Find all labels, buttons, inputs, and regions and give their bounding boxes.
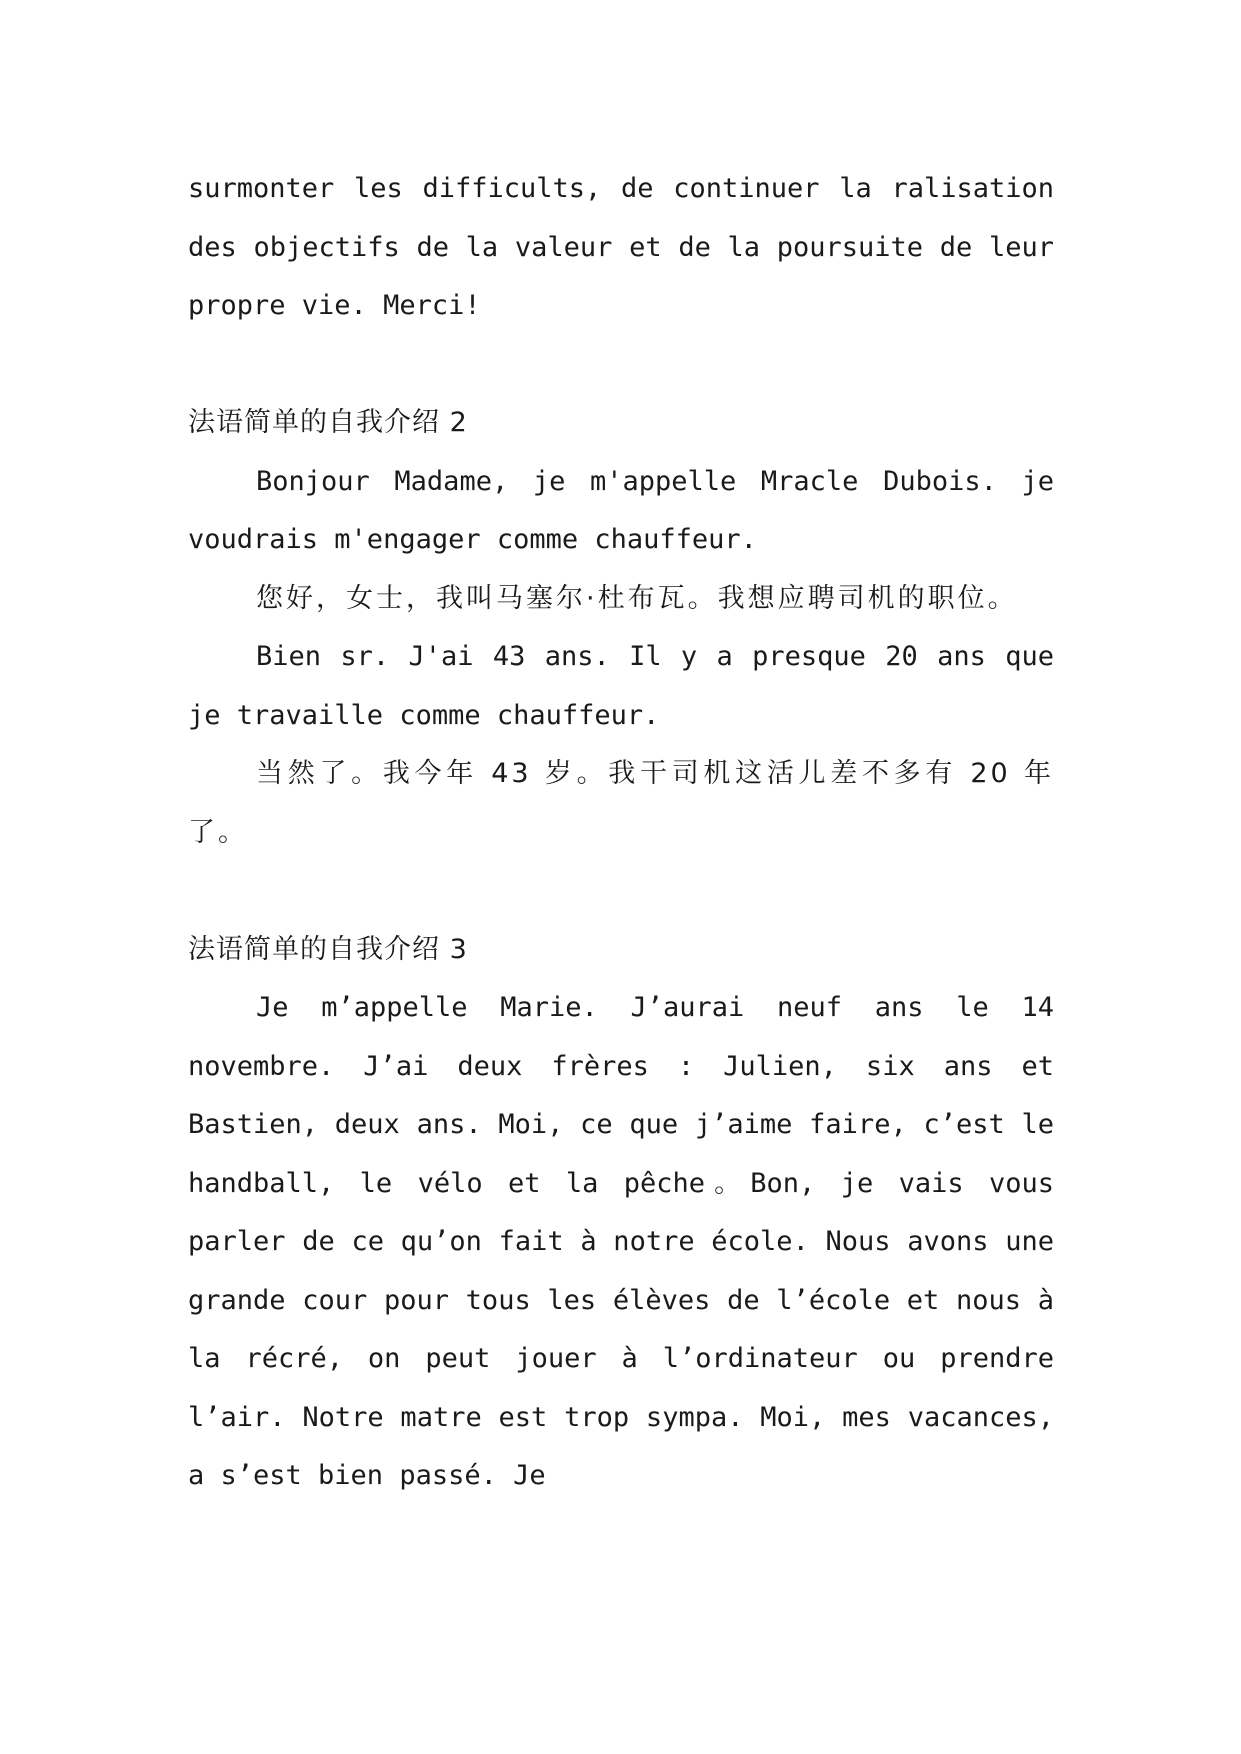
section-3-paragraph-french-1: Je m’appelle Marie. J’aurai neuf ans le 14 novembre. J’ai deux frères : Julien, six ans et Bastien, deux ans. Moi, ce que j’aime faire, c’est le handball, le vélo et la pêche。Bon, je vais vous parler de ce qu’on fait à notre école. Nous avons une grande cour pour tous les élèves de l’école et nous à la récré, on peut jouer à l’ordinateur ou prendre l’air. Notre matre est trop sympa. Moi, mes vacances, a s’est bien passé. Je [188,992,1054,1491]
document-body [188,160,1054,1506]
section-2-paragraph-french-1: Bonjour Madame, je m'appelle Mracle Dubois. je voudrais m'engager comme chauffeur. [188,465,1054,555]
section-2-paragraph-french-2: Bien sr. J'ai 43 ans. Il y a presque 20 ans que je travaille comme chauffeur. [188,641,1054,731]
section-2-paragraph-chinese-1: 您好，女士，我叫马塞尔·杜布瓦。我想应聘司机的职位。 [256,582,1018,614]
section-2-heading: 法语简单的自我介绍 2 [188,407,468,438]
intro-paragraph-tail: surmonter les difficults, de continuer la ralisation des objectifs de la valeur et de la poursuite de leur propre vie. Merci! [188,173,1054,321]
section-spacer [188,336,1054,395]
section-spacer [188,862,1054,921]
section-2-paragraph-chinese-2: 当然了。我今年 43 岁。我干司机这活儿差不多有 20 年了。 [188,758,1054,848]
section-3-heading: 法语简单的自我介绍 3 [188,933,468,965]
